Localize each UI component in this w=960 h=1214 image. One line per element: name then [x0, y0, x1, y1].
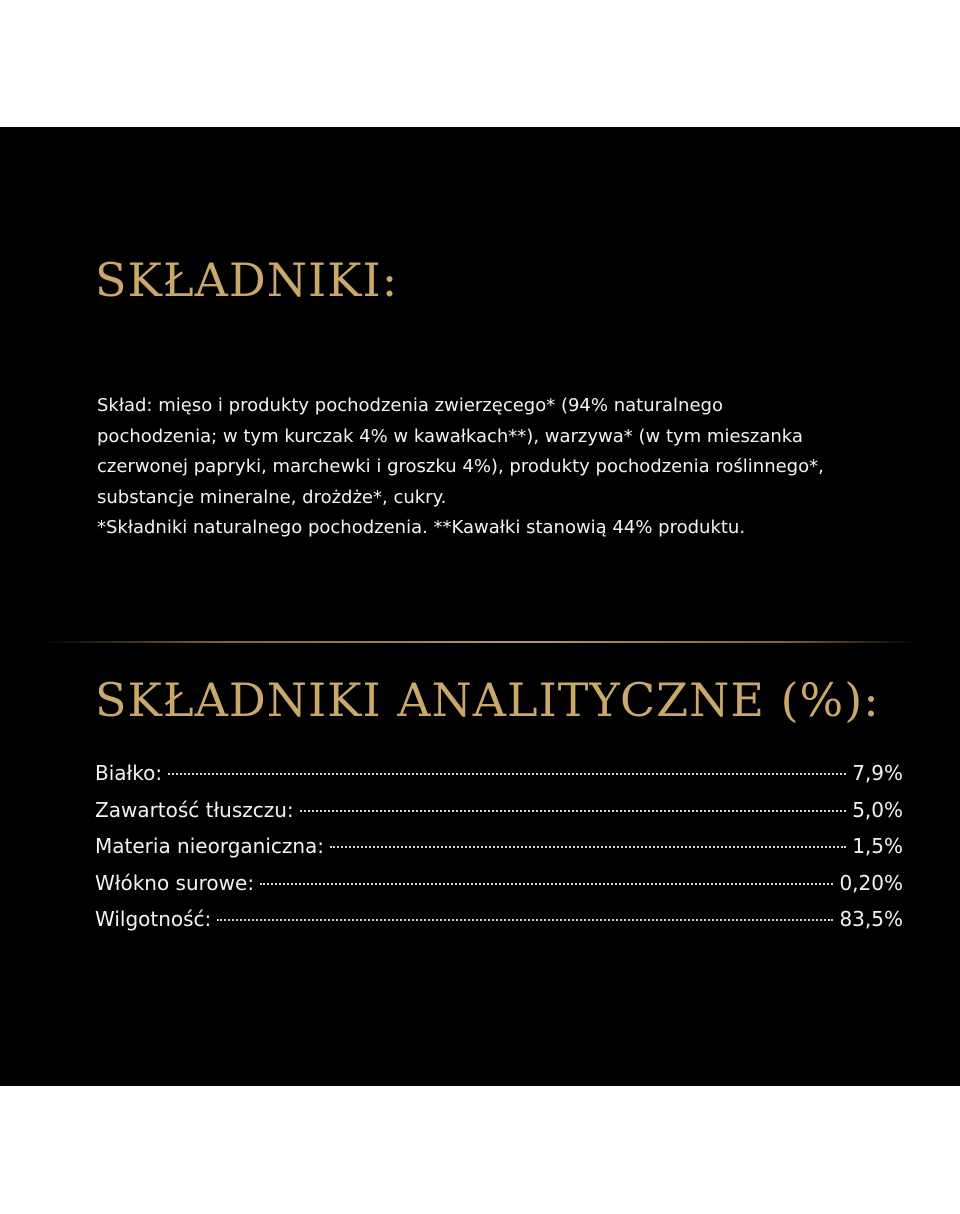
dot-leader: [168, 773, 846, 775]
ingredients-panel: [0, 127, 960, 1086]
composition-line: pochodzenia; w tym kurczak 4% w kawałkach**), warzywa* (w tym mieszanka: [97, 425, 803, 447]
ingredients-heading: SKŁADNIKI:: [95, 253, 399, 307]
analysis-value: 83,5%: [839, 907, 903, 931]
dot-leader: [260, 883, 833, 885]
composition-line: czerwonej papryki, marchewki i groszku 4%), produkty pochodzenia roślinnego*,: [97, 456, 824, 477]
dot-leader: [300, 810, 847, 812]
analysis-list: [95, 758, 903, 941]
dot-leader: [217, 919, 833, 921]
composition-footnote: *Składniki naturalnego pochodzenia. **Kawałki stanowią 44% produktu.: [97, 517, 746, 538]
analysis-label: Włókno surowe:: [95, 870, 255, 895]
section-divider: [40, 641, 920, 643]
analysis-label: Materia nieorganiczna:: [95, 834, 325, 858]
analysis-row-moisture: [95, 904, 903, 941]
analysis-value: 5,0%: [852, 797, 903, 822]
dot-leader: [330, 846, 846, 848]
composition-line: Skład: mięso i produkty pochodzenia zwierzęcego* (94% naturalnego: [97, 395, 723, 416]
analysis-value: 7,9%: [852, 761, 903, 785]
composition-text: [97, 391, 917, 544]
analysis-label: Wilgotność:: [95, 907, 212, 931]
analysis-row-fat: [95, 795, 903, 832]
analysis-value: 1,5%: [852, 834, 903, 858]
analysis-row-protein: [95, 758, 903, 795]
analysis-value: 0,20%: [839, 870, 903, 895]
analysis-heading: SKŁADNIKI ANALITYCZNE (%):: [95, 673, 880, 727]
analysis-row-ash: [95, 831, 903, 868]
analysis-row-fibre: [95, 868, 903, 905]
analysis-label: Białko:: [95, 761, 163, 785]
analysis-label: Zawartość tłuszczu:: [95, 797, 294, 822]
composition-line: substancje mineralne, drożdże*, cukry.: [97, 486, 447, 508]
